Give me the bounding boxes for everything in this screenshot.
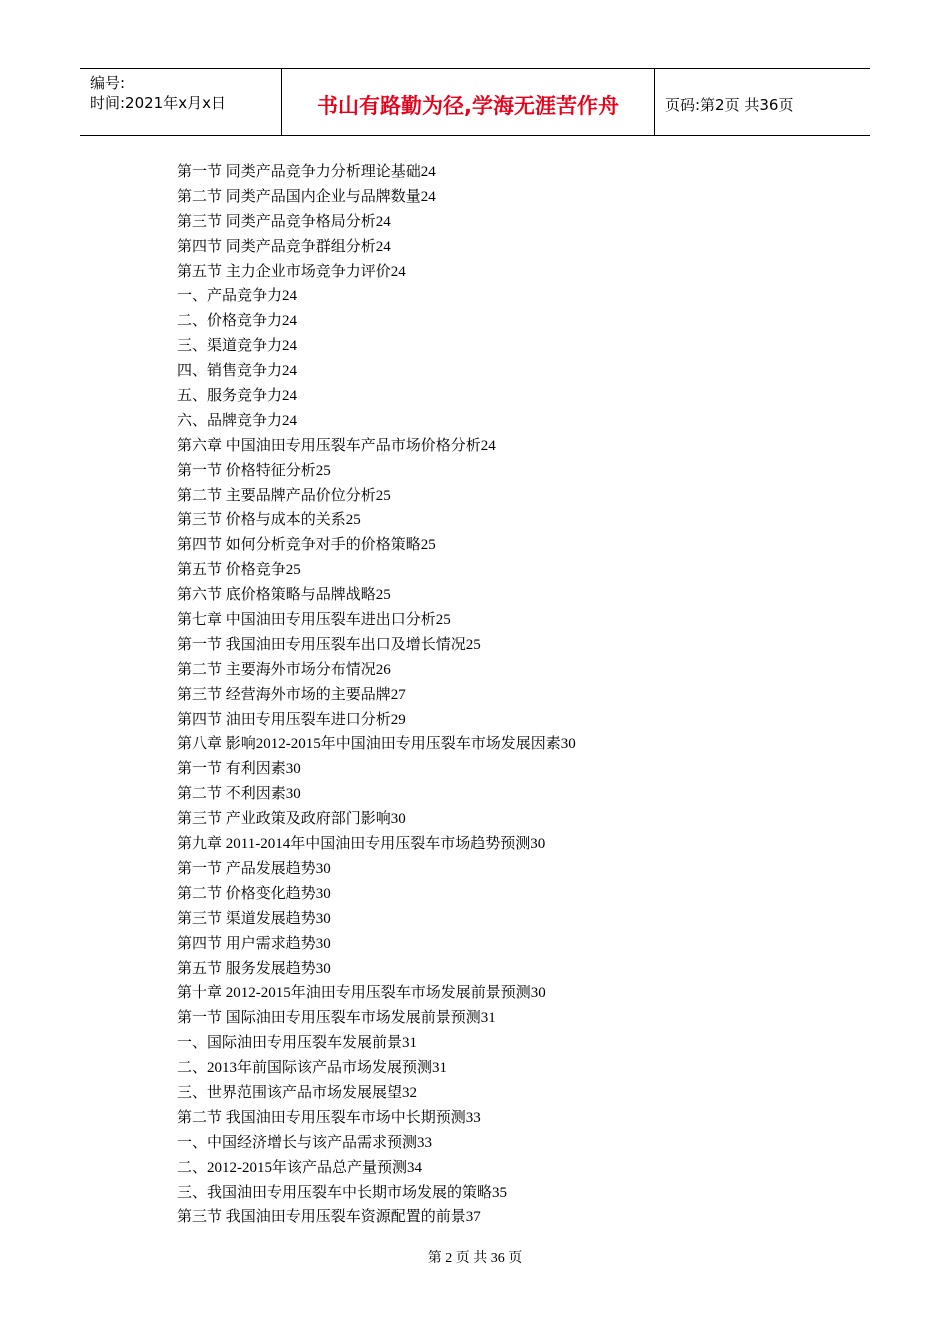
toc-entry: 第一节 价格特征分析25 <box>177 462 331 479</box>
toc-entry: 第二节 主要品牌产品价位分析25 <box>177 487 391 504</box>
toc-entry: 四、销售竞争力24 <box>177 363 298 380</box>
toc-entry: 三、渠道竞争力24 <box>177 338 298 355</box>
header-meta <box>80 69 282 135</box>
page-footer: 第 2 页 共 36 页 <box>427 1251 523 1266</box>
toc-entry: 第一节 国际油田专用压裂车市场发展前景预测31 <box>177 1010 496 1027</box>
header-motto: 书山有路勤为径,学海无涯苦作舟 <box>282 69 655 135</box>
toc-entry: 第六章 中国油田专用压裂车产品市场价格分析24 <box>177 437 496 454</box>
toc-entry: 二、2012-2015年该产品总产量预测34 <box>177 1159 422 1176</box>
toc-entry: 第三节 我国油田专用压裂车资源配置的前景37 <box>177 1209 481 1226</box>
toc-entry: 第一节 产品发展趋势30 <box>177 860 331 877</box>
toc-entry: 一、国际油田专用压裂车发展前景31 <box>177 1035 418 1052</box>
document-number-label: 编号: <box>90 74 126 92</box>
toc-entry: 第三节 渠道发展趋势30 <box>177 910 331 927</box>
toc-entry: 六、品牌竞争力24 <box>177 412 298 429</box>
toc-entry: 第二节 同类产品国内企业与品牌数量24 <box>177 188 436 205</box>
toc-entry: 第四节 如何分析竞争对手的价格策略25 <box>177 537 436 554</box>
toc-entry: 第二节 我国油田专用压裂车市场中长期预测33 <box>177 1109 481 1126</box>
toc-entry: 第一节 有利因素30 <box>177 761 301 778</box>
toc-entry: 二、2013年前国际该产品市场发展预测31 <box>177 1060 448 1077</box>
document-time-label: 时间:2021年x月x日 <box>90 94 226 112</box>
toc-entry: 第八章 影响2012-2015年中国油田专用压裂车市场发展因素30 <box>177 736 576 753</box>
toc-entry: 三、世界范围该产品市场发展展望32 <box>177 1084 418 1101</box>
toc-entry: 二、价格竞争力24 <box>177 313 298 330</box>
header-page-code: 页码:第2页 共36页 <box>665 95 794 114</box>
toc-entry: 一、产品竞争力24 <box>177 288 298 305</box>
toc-entry: 第三节 产业政策及政府部门影响30 <box>177 811 406 828</box>
toc-entry: 第二节 不利因素30 <box>177 786 301 803</box>
table-of-contents <box>177 160 576 1230</box>
toc-entry: 第二节 价格变化趋势30 <box>177 885 331 902</box>
toc-entry: 第五节 价格竞争25 <box>177 562 301 579</box>
toc-entry: 第五节 服务发展趋势30 <box>177 960 331 977</box>
toc-entry: 第四节 用户需求趋势30 <box>177 935 331 952</box>
page-header <box>80 68 870 136</box>
toc-entry: 第六节 底价格策略与品牌战略25 <box>177 587 391 604</box>
toc-entry: 第一节 同类产品竞争力分析理论基础24 <box>177 164 436 180</box>
toc-entry: 第五节 主力企业市场竞争力评价24 <box>177 263 406 280</box>
toc-entry: 第二节 主要海外市场分布情况26 <box>177 661 391 678</box>
toc-entry: 第三节 价格与成本的关系25 <box>177 512 361 529</box>
toc-entry: 第四节 油田专用压裂车进口分析29 <box>177 711 406 728</box>
toc-entry: 第三节 经营海外市场的主要品牌27 <box>177 686 406 703</box>
toc-entry: 五、服务竞争力24 <box>177 388 298 405</box>
toc-entry: 第一节 我国油田专用压裂车出口及增长情况25 <box>177 636 481 653</box>
toc-entry: 三、我国油田专用压裂车中长期市场发展的策略35 <box>177 1184 508 1201</box>
toc-entry: 一、中国经济增长与该产品需求预测33 <box>177 1134 433 1151</box>
toc-entry: 第十章 2012-2015年油田专用压裂车市场发展前景预测30 <box>177 985 546 1002</box>
toc-entry: 第七章 中国油田专用压裂车进出口分析25 <box>177 612 451 629</box>
toc-entry: 第三节 同类产品竞争格局分析24 <box>177 213 391 230</box>
toc-entry: 第九章 2011-2014年中国油田专用压裂车市场趋势预测30 <box>177 836 546 853</box>
toc-entry: 第四节 同类产品竞争群组分析24 <box>177 238 391 255</box>
